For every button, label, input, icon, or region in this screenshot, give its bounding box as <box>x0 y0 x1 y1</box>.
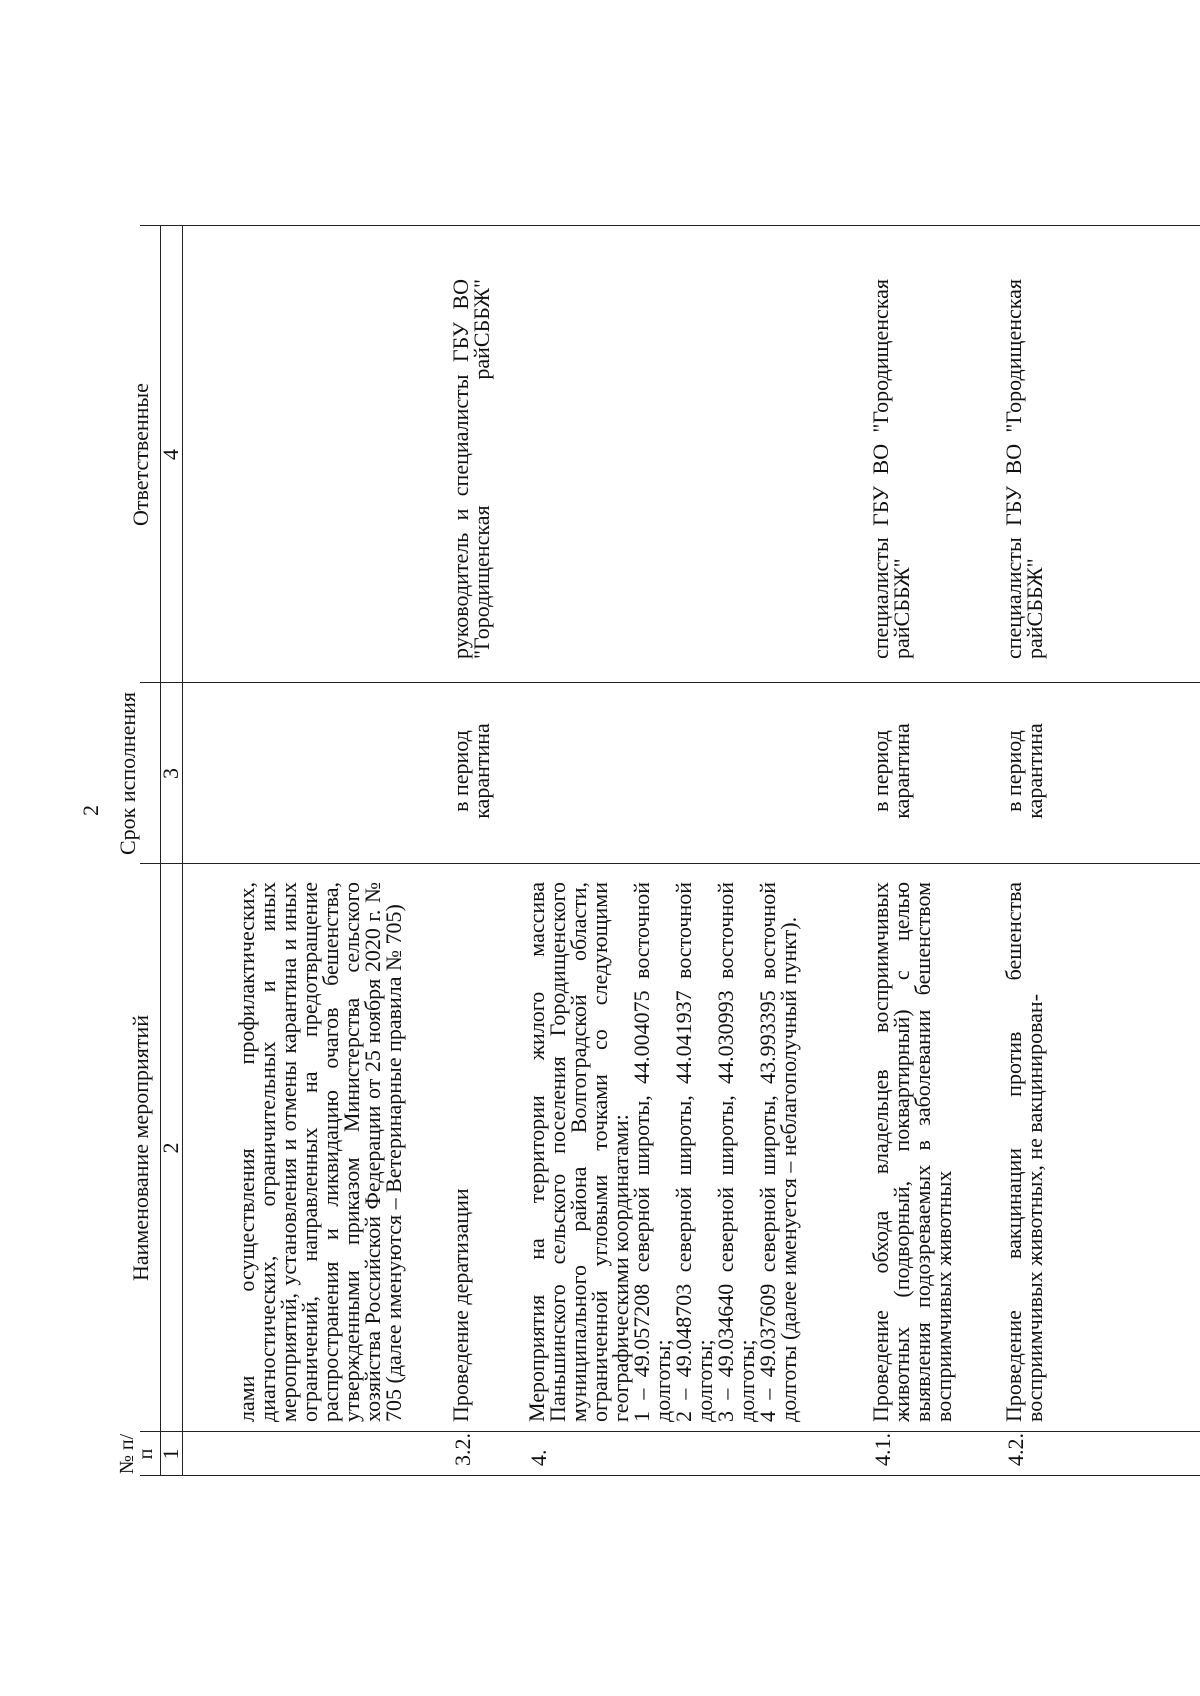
page-number: 2 <box>78 805 103 816</box>
row-name-block <box>526 882 799 1422</box>
header-num-1: 1 <box>158 1448 183 1460</box>
row-name: Проведение обхода владельцев восприимчивых животных (подворный, поквартирный) с целью выявления подозреваемых в заболевании бешенством восприимчивых животных <box>868 882 956 1422</box>
row-number: 3.2. <box>450 1433 475 1466</box>
header-col-term: Срок исполнения <box>115 691 140 856</box>
header-num-2: 2 <box>158 1142 183 1154</box>
coordinate-line: 3 – 49.034640 северной широты, 44.030993 восточной долготы; <box>713 882 759 1422</box>
header-num-3: 3 <box>158 768 183 779</box>
row-number: 4. <box>526 1449 551 1466</box>
row-name: Проведение вакцинации против бешенства восприимчивых животных, не вакцинирован- <box>1001 882 1047 1422</box>
row-responsible: специалисты ГБУ ВО "Городищенская райСББЖ" <box>868 279 914 659</box>
table-border-left <box>140 1475 1200 1476</box>
table-divider-2 <box>140 863 1200 864</box>
row-term: в период карантина <box>868 723 914 819</box>
row-name: лами осуществления профилактических, диагностических, ограничительных и иных мероприятий, установления и отмены карантина и иных ограничений, направленных на предотвращение распространения и ликвидацию очагов бешенства, утвержденными приказом Министерства сельского хозяйства Российской Федерации от 25 ноября 2020 г. № 705 (далее именуются – Ветеринарные правила № 705) <box>234 882 406 1422</box>
header-col-num: № п/п <box>116 1433 157 1475</box>
coordinate-line: 4 – 49.037609 северной широты, 43.993395 восточной долготы (далее именуется – неблагополучный пункт). <box>755 882 801 1422</box>
header-num-4: 4 <box>158 449 183 460</box>
row-name: Проведение дератизации <box>448 1188 473 1422</box>
table-border-right <box>140 225 1200 226</box>
header-col-responsible: Ответственные <box>128 383 153 526</box>
coordinate-line: 1 – 49.057208 северной широты, 44.004075 восточной долготы; <box>629 882 675 1422</box>
row-number: 4.2. <box>1003 1433 1028 1466</box>
header-col-name: Наименование мероприятий <box>128 1014 153 1282</box>
row-responsible: руководитель и специалисты ГБУ ВО "Городищенская райСББЖ" <box>448 279 494 659</box>
row-number: 4.1. <box>870 1433 895 1466</box>
row-responsible: специалисты ГБУ ВО "Городищенская райСББЖ" <box>1001 279 1047 659</box>
header-bottom <box>182 226 183 1476</box>
coordinate-line: 2 – 49.048703 северной широты, 44.041937 восточной долготы; <box>671 882 717 1422</box>
row-term: в период карантина <box>1001 723 1047 819</box>
table-divider-1 <box>140 1431 1200 1432</box>
row-name: Мероприятия на территории жилого массива Паньшинского сельского поселения Городищенского муниципального района Волгоградской области, ограниченной угловыми точками со следующими географическими координатами: <box>524 882 633 1422</box>
table-divider-3 <box>140 682 1200 683</box>
row-term: в период карантина <box>448 723 494 819</box>
